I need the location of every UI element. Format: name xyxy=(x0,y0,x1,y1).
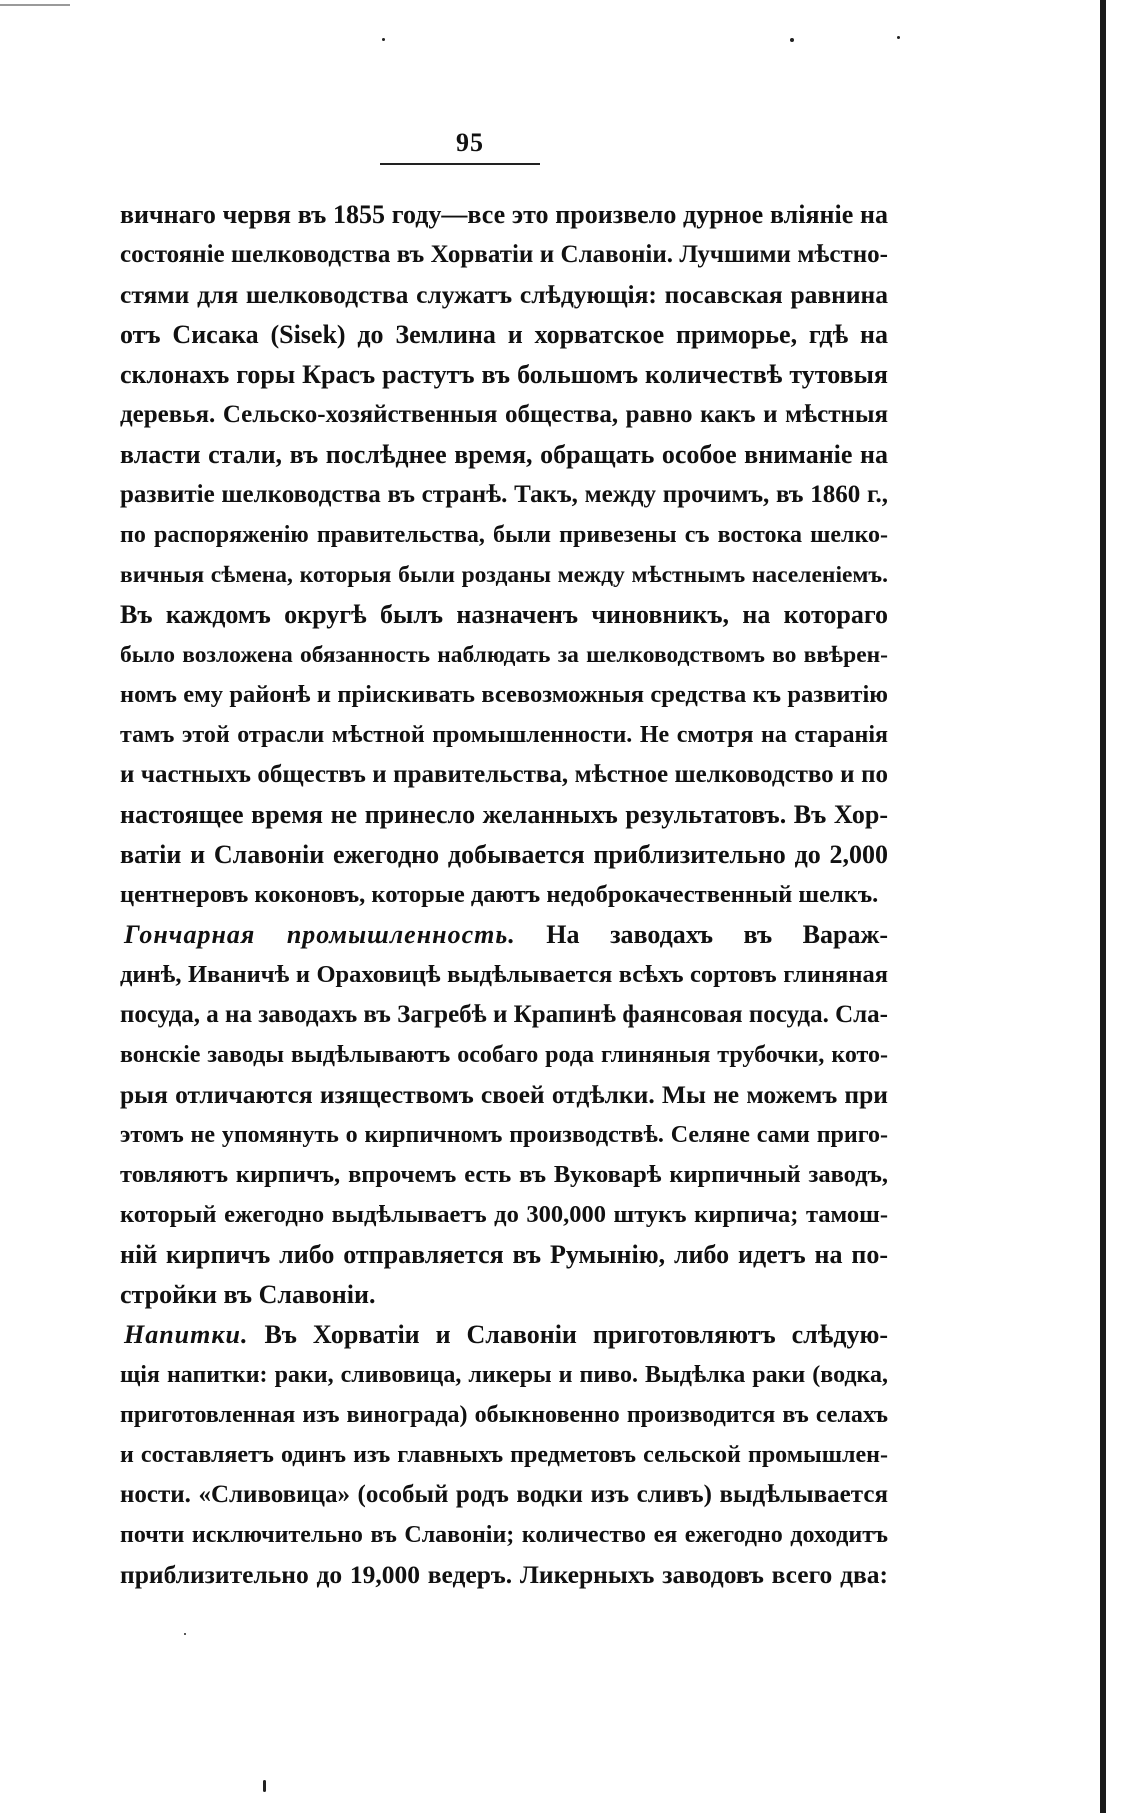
text-line: Въ Хорватіи и Славоніи приготовляютъ слѣдую- xyxy=(264,1320,889,1349)
text-line: На заводахъ въ Вараж- xyxy=(546,920,888,949)
text-line: товляютъ кирпичъ, впрочемъ есть въ Вуковарѣ кирпичный заводъ, xyxy=(120,1161,888,1188)
section-heading: Гончарная промышленность. xyxy=(124,920,516,949)
text-line: деревья. Сельско-хозяйственныя общества, равно какъ и мѣстныя xyxy=(120,401,888,428)
paragraph-first-line xyxy=(120,915,888,955)
top-edge-line xyxy=(0,4,70,6)
text-line: вонскіе заводы выдѣлываютъ особаго рода глиняныя трубочки, кото- xyxy=(120,1042,888,1068)
text-line: ватіи и Славоніи ежегодно добывается приблизительно до 2,000 xyxy=(120,840,888,869)
text-line: стройки въ Славоніи. xyxy=(120,1280,376,1309)
text-line: стями для шелководства служатъ слѣдующія: посавская равнина xyxy=(120,280,888,309)
text-line: настоящее время не принесло желанныхъ результатовъ. Въ Хор- xyxy=(120,800,888,829)
scan-speck xyxy=(263,1780,266,1792)
section-heading: Напитки. xyxy=(124,1320,249,1349)
binding-edge xyxy=(1100,0,1106,1813)
text-line: приготовленная изъ винограда) обыкновенно производится въ селахъ xyxy=(120,1402,888,1428)
text-line: состояніе шелководства въ Хорватіи и Славоніи. Лучшими мѣстно- xyxy=(120,241,888,268)
text-line: вичнаго червя въ 1855 году—все это произвело дурное вліяніе на xyxy=(120,200,888,229)
page-number-rule xyxy=(380,163,540,165)
paragraph-3 xyxy=(120,1315,888,1595)
text-line: Въ каждомъ округѣ былъ назначенъ чиновникъ, на котораго xyxy=(120,600,888,629)
text-line: динѣ, Иваничѣ и Ораховицѣ выдѣлывается всѣхъ сортовъ глиняная xyxy=(120,961,888,988)
scan-speck xyxy=(790,38,794,42)
text-line: склонахъ горы Красъ растутъ въ большомъ количествѣ тутовыя xyxy=(120,360,888,389)
scan-speck xyxy=(382,38,385,41)
text-line: ности. «Сливовица» (особый родъ водки изъ сливъ) выдѣлывается xyxy=(120,1481,888,1508)
text-line: ній кирпичъ либо отправляется въ Румынію, либо идетъ на по- xyxy=(120,1240,888,1269)
text-line: власти стали, въ послѣднее время, обращать особое вниманіе на xyxy=(120,440,888,469)
text-line: центнеровъ коконовъ, которые даютъ недоброкачественный шелкъ. xyxy=(120,881,879,908)
text-line: и составляетъ одинъ изъ главныхъ предметовъ сельской промышлен- xyxy=(120,1442,888,1468)
paragraph-1 xyxy=(120,195,888,915)
text-line: развитіе шелководства въ странѣ. Такъ, между прочимъ, въ 1860 г., xyxy=(120,481,888,508)
text-line: который ежегодно выдѣлываетъ до 300,000 штукъ кирпича; тамош- xyxy=(120,1201,888,1228)
text-line: отъ Сисака (Sisek) до Землина и хорватское приморье, гдѣ на xyxy=(120,320,888,349)
text-line: номъ ему районѣ и пріискивать всевозможныя средства къ развитію xyxy=(120,681,888,708)
page-number: 95 xyxy=(456,128,484,157)
text-line: посуда, а на заводахъ въ Загребѣ и Крапинѣ фаянсовая посуда. Сла- xyxy=(120,1001,888,1028)
paragraph-first-line xyxy=(120,1315,888,1355)
text-line: рыя отличаются изяществомъ своей отдѣлки. Мы не можемъ при xyxy=(120,1080,888,1109)
text-line: этомъ не упомянуть о кирпичномъ производствѣ. Селяне сами приго- xyxy=(120,1122,888,1148)
scan-speck xyxy=(897,36,900,39)
scan-speck xyxy=(184,1633,186,1635)
text-line: вичныя сѣмена, которыя были розданы между мѣстнымъ населеніемъ. xyxy=(120,562,888,588)
text-line: приблизительно до 19,000 ведеръ. Ликерныхъ заводовъ всего два: xyxy=(120,1560,888,1589)
body-text xyxy=(120,195,888,1595)
text-line: почти исключительно въ Славоніи; количество ея ежегодно доходитъ xyxy=(120,1522,888,1548)
text-line: и частныхъ обществъ и правительства, мѣстное шелководство и по xyxy=(120,761,888,788)
text-line: тамъ этой отрасли мѣстной промышленности. Не смотря на старанія xyxy=(120,722,888,748)
paragraph-2 xyxy=(120,915,888,1315)
text-line: было возложена обязанность наблюдать за шелководствомъ во ввѣрен- xyxy=(120,642,888,668)
text-line: по распоряженію правительства, были привезены съ востока шелко- xyxy=(120,522,888,548)
text-line: щія напитки: раки, сливовица, ликеры и пиво. Выдѣлка раки (водка, xyxy=(120,1362,888,1388)
